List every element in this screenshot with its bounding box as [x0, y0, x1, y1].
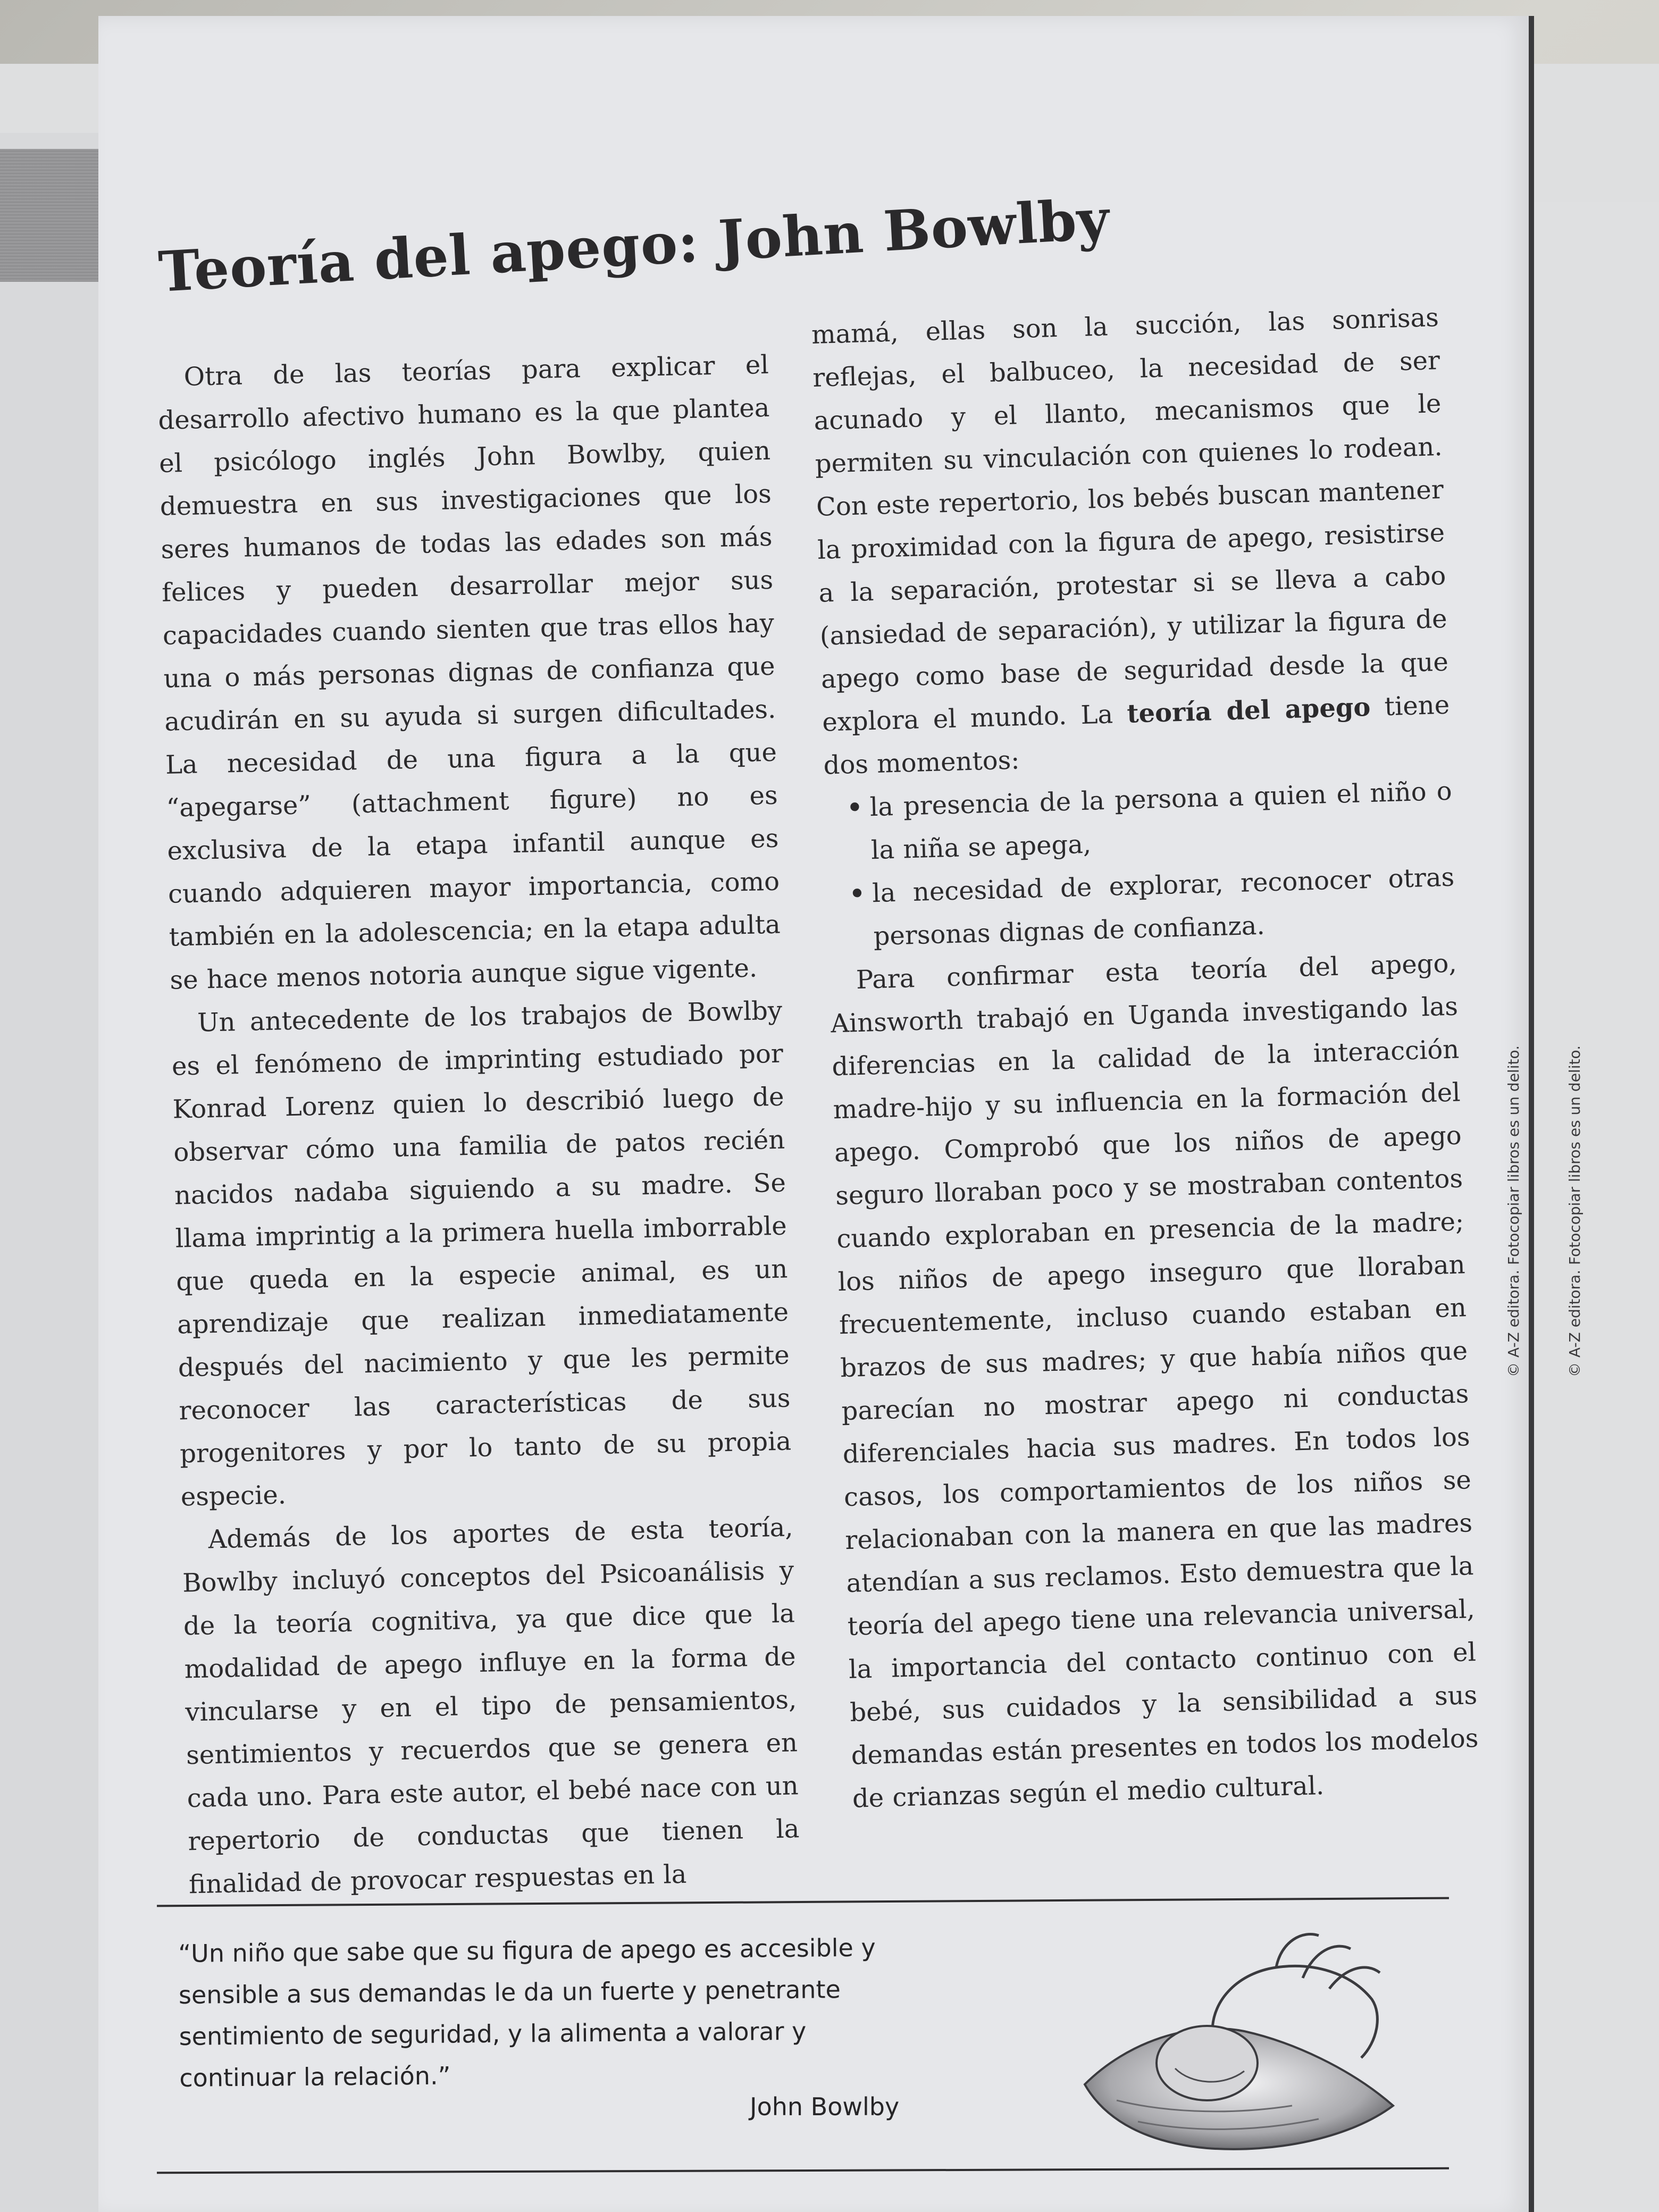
paragraph-continuation-text: mamá, ellas son la succión, las sonrisas reflejas, el balbuceo, la necesidad de ser acunado y el llanto, mecanismos que le permiten su vinculación con quienes lo rodean. Con este repertorio, los bebés buscan mantener la proximidad con la figura de apego, resistirse a la separación, protestar si se lleva a cabo (ansiedad de separación), y utilizar la figura de apego como base de seguridad desde la que explora el mundo. La — [811, 303, 1449, 738]
photocopy-band — [0, 149, 98, 282]
bowlby-quote: “Un niño que sabe que su figura de apego es accesible y sensible a sus demandas le da un fuerte y penetrante sentimiento de seguridad, y la alimenta a valorar y continuar la relación.” — [178, 1933, 876, 2092]
list-item: • la presencia de la persona a quien el niño o la niña se apega, — [845, 770, 1454, 873]
hands-holding-baby-icon — [1053, 1909, 1420, 2159]
copyright-note: © A-Z editora. Fotocopiar libros es un delito. — [1505, 1045, 1522, 1377]
copyright-note-secondary: © A-Z editora. Fotocopiar libros es un delito. — [1566, 1045, 1583, 1377]
quote-author: John Bowlby — [750, 2092, 900, 2121]
bold-term-followup: tiene dos momentos: — [823, 690, 1450, 781]
moments-list — [824, 770, 1456, 960]
paragraph-imprinting-text: Un antecedente de los trabajos de Bowlby es el fenómeno de imprinting estudiado por Konrad Lorenz quien lo describió luego de observar cómo una familia de patos recién nacidos nadaba siguiendo a su madre. Se llama imprintig a la primera huella imborrable que queda en la especie animal, es un aprendizaje que realizan inmediatamente después del nacimiento y que les permite reconocer las características de sus progenitores y por lo tanto de su propia especie. — [171, 995, 792, 1512]
paragraph-ainsworth-text: Para confirmar esta teoría del apego, Ainsworth trabajó en Uganda investigando las diferencias en la calidad de la interacción madre-hijo y su influencia en la formación del apego. Comprobó que los niños de apego seguro lloraban poco y se mostraban contentos cuando exploraban en presencia de la madre; los niños de apego inseguro que lloraban frecuentemente, incluso cuando estaban en brazos de sus madres; y que había niños que parecían no mostrar apego ni conductas diferenciales hacia sus madres. En todos los casos, los comportamientos de los niños se relacionaban con la manera en que las madres atendían a sus reclamos. Esto demuestra que la teoría del apego tiene una relevancia universal, la importancia del contacto continuo con el bebé, sus cuidados y la sensibilidad a sus demandas están presentes en todos los modelos de crianzas según el medio cultural. — [830, 948, 1479, 1814]
paragraph-concepts — [181, 1506, 801, 1906]
list-item: • la necesidad de explorar, reconocer otras personas dignas de confianza. — [848, 856, 1456, 959]
book-page — [98, 16, 1583, 2212]
quote-rule-bottom — [157, 2167, 1449, 2174]
paragraph-intro — [157, 343, 782, 1002]
adjacent-page-edge — [0, 133, 100, 2212]
paragraph-concepts-text: Además de los aportes de esta teoría, Bowlby incluyó conceptos del Psicoanálisis y de la teoría cognitiva, ya que dice que la modalidad de apego influye en la forma de vincularse y en el tipo de pensamientos, sentimientos y recuerdos que se genera en cada uno. Para este autor, el bebé nace con un repertorio de conductas que tienen la finalidad de provocar respuestas en la — [182, 1512, 800, 1900]
right-column — [811, 296, 1480, 1821]
paragraph-ainsworth — [829, 942, 1480, 1821]
paragraph-continuation — [811, 296, 1451, 787]
paragraph-intro-text: Otra de las teorías para explicar el desarrollo afectivo humano es la que plantea el psicólogo inglés John Bowlby, quien demuestra en sus investigaciones que los seres humanos de todas las edades son más felices y pueden desarrollar mejor sus capacidades cuando sienten que tras ellos hay una o más personas dignas de confianza que acudirán en su ayuda si surgen dificultades. La necesidad de una figura a la que “apegarse” (attachment figure) no es exclusiva de la etapa infantil aunque es cuando adquieren mayor importancia, como también en la adolescencia; en la etapa adulta se hace menos notoria aunque sigue vigente. — [157, 349, 781, 995]
bold-term: teoría del apego — [1126, 692, 1371, 729]
paragraph-imprinting — [170, 990, 792, 1519]
left-column — [157, 343, 801, 1906]
page-title: Teoría del apego: John Bowlby — [157, 186, 1111, 305]
